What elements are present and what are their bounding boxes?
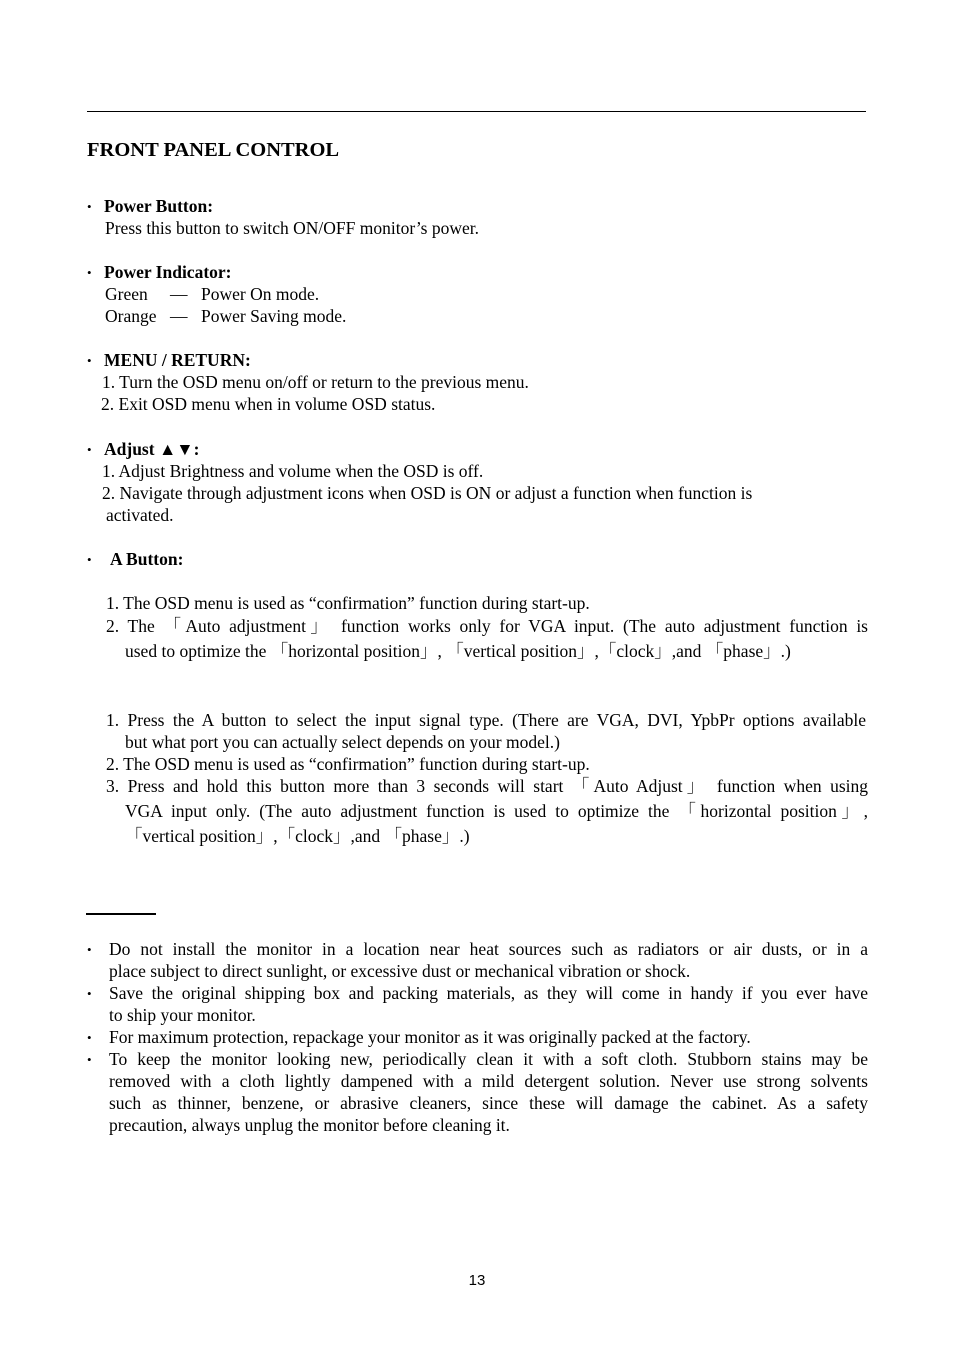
adjust-label: Adjust ▲▼:	[104, 439, 200, 459]
orange-desc: Power Saving mode.	[201, 306, 347, 326]
note-1-line-1: Do not install the monitor in a location near heat sources such as radiators or air dusts, or in a	[109, 939, 868, 959]
bullet-icon: •	[87, 265, 92, 280]
green-desc: Power On mode.	[201, 284, 320, 304]
bullet-icon: •	[87, 1052, 92, 1067]
note-3-line-1: For maximum protection, repackage your monitor as it was originally packed at the factory.	[109, 1027, 751, 1047]
bullet-icon: •	[87, 986, 92, 1001]
note-2-line-1: Save the original shipping box and packing materials, as they will come in handy if you ever have	[109, 983, 868, 1003]
a-button-g1-item-2-line-2: used to optimize the 「horizontal position」, 「vertical position」,「clock」,and 「phase」.)	[125, 641, 791, 661]
adjust-item-2-line-2: activated.	[106, 505, 174, 525]
adjust-item-2-line-1: 2. Navigate through adjustment icons when OSD is ON or adjust a function when function is	[102, 483, 753, 503]
dash: —	[170, 284, 188, 304]
a-button-g2-item-3-line-2: VGA input only. (The auto adjustment function is used to optimize the 「horizontal position」,	[125, 801, 868, 821]
note-4-line-2: removed with a cloth lightly dampened with a mild detergent solution. Never use strong solvents	[109, 1071, 868, 1091]
a-button-g2-item-1-line-2: but what port you can actually select depends on your model.)	[125, 732, 560, 752]
note-4-line-4: precaution, always unplug the monitor before cleaning it.	[109, 1115, 510, 1135]
section-title: FRONT PANEL CONTROL	[87, 139, 340, 161]
note-4-line-1: To keep the monitor looking new, periodically clean it with a soft cloth. Stubborn stains may be	[109, 1049, 868, 1069]
bullet-icon: •	[87, 199, 92, 214]
a-button-g2-item-2: 2. The OSD menu is used as “confirmation” function during start-up.	[106, 754, 590, 774]
bullet-icon: •	[87, 1030, 92, 1045]
bullet-icon: •	[87, 552, 92, 567]
page-number: 13	[468, 1272, 486, 1289]
dash: —	[170, 306, 188, 326]
top-rule	[87, 111, 866, 112]
note-2-line-2: to ship your monitor.	[109, 1005, 256, 1025]
a-button-g1-item-2-line-1: 2. The 「Auto adjustment」 function works only for VGA input. (The auto adjustment function is	[106, 616, 868, 636]
a-button-g1-item-1: 1. The OSD menu is used as “confirmation” function during start-up.	[106, 593, 590, 613]
a-button-g2-item-3-line-1: 3. Press and hold this button more than 3 seconds will start 「Auto Adjust」 function when using	[106, 776, 868, 796]
green-label: Green	[105, 284, 148, 304]
a-button-g2-item-1-line-1: 1. Press the A button to select the input signal type. (There are VGA, DVI, YpbPr options available	[106, 710, 866, 730]
notes-rule	[86, 913, 156, 915]
menu-return-item-2: 2. Exit OSD menu when in volume OSD status.	[101, 394, 436, 414]
bullet-icon: •	[87, 942, 92, 957]
a-button-label: A Button:	[110, 549, 184, 569]
note-4-line-3: such as thinner, benzene, or abrasive cleaners, since these will damage the cabinet. As a safety	[109, 1093, 868, 1113]
power-indicator-label: Power Indicator:	[104, 262, 232, 282]
power-button-label: Power Button:	[104, 196, 214, 216]
note-1-line-2: place subject to direct sunlight, or excessive dust or mechanical vibration or shock.	[109, 961, 691, 981]
adjust-item-1: 1. Adjust Brightness and volume when the OSD is off.	[102, 461, 484, 481]
bullet-icon: •	[87, 353, 92, 368]
menu-return-item-1: 1. Turn the OSD menu on/off or return to the previous menu.	[102, 372, 529, 392]
a-button-g2-item-3-line-3: 「vertical position」,「clock」,and 「phase」.)	[125, 826, 470, 846]
bullet-icon: •	[87, 442, 92, 457]
power-button-text: Press this button to switch ON/OFF monitor’s power.	[105, 218, 480, 238]
orange-label: Orange	[105, 306, 157, 326]
menu-return-label: MENU / RETURN:	[104, 350, 251, 370]
